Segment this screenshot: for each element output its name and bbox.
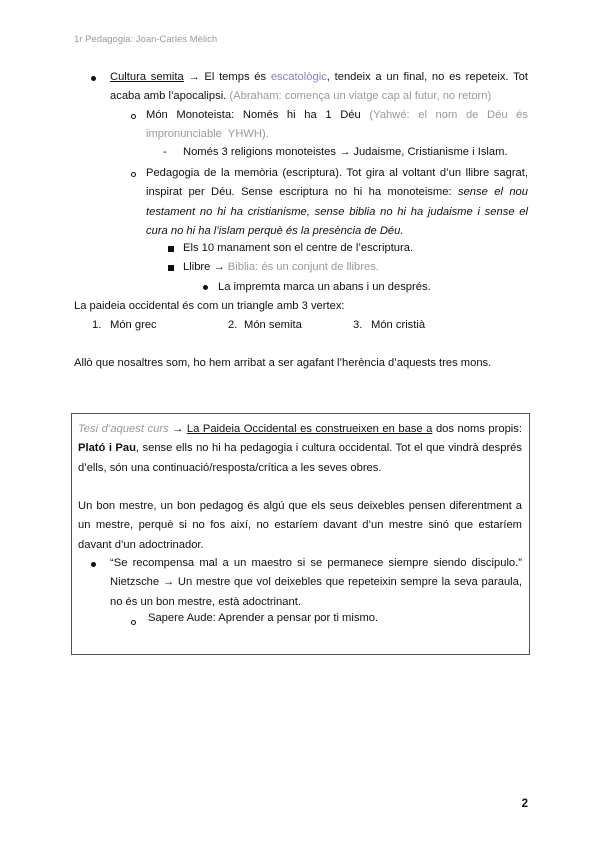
monoteista-text: Món Monoteista: Només hi ha 1 Déu — [146, 109, 361, 121]
tesi-text-b: , sense ells no hi ha pedagogia i cultura occidental. Tot el que vindrà després d’ells, són una continuació/resposta/crítica a les seves obres. — [78, 442, 522, 474]
paideia-item-3: Món cristià — [371, 319, 426, 331]
yahwe-note: (Yahwé: el nom de Déu és impronunciable YHWH). — [146, 109, 528, 141]
llibre-line — [183, 261, 379, 273]
tesi-text-a: dos noms propis: — [432, 423, 522, 435]
page-number: 2 — [521, 798, 528, 810]
tesi-paragraph — [78, 420, 522, 478]
tesi-arrow: → — [168, 423, 187, 435]
bullet-circle-icon — [131, 172, 136, 177]
allo-paragraph: Allò que nosaltres som, ho hem arribat a ser agafant l’herència d’aquests tres mons. — [74, 357, 492, 369]
bullet-square-icon — [168, 246, 174, 252]
manament-line: Els 10 manament son el centre de l’escriptura. — [183, 242, 414, 254]
memoria-paragraph — [146, 164, 528, 241]
cultura-text-a: → El temps és — [183, 71, 271, 83]
page-header: 1r Pedagogia: Joan-Carles Mèlich — [74, 34, 218, 45]
bullet-disc-icon — [203, 285, 208, 290]
dash-bullet-icon: - — [163, 146, 167, 158]
memoria-text: Pedagogia de la memòria (escriptura). Tot gira al voltant d’un llibre sagrat, inspirat per Déu. Sense escriptura no hi ha monoteisme: — [146, 167, 528, 199]
impremta-line: La impremta marca un abans i un després. — [218, 281, 431, 293]
quote-paragraph: “Se recompensa mal a un maestro si se permanece siempre siendo discipulo.” Nietzsche → Un mestre que vol deixebles que repeteixin sempre la seva paraula, no és un bon mestre, està adoctrinant. — [110, 557, 522, 608]
paideia-number-3: 3. — [353, 319, 363, 331]
cultura-text-b: , tendeix a un final, no es repeteix. Tot acaba amb l’apocalipsi. — [110, 71, 528, 103]
plato-pau: Plató i Pau — [78, 442, 136, 455]
memoria-italic: sense el nou testament no hi ha cristianisme, sense biblia no hi ha judaisme i sense el cura no hi ha l’islam perquè és la presència de Déu. — [146, 186, 528, 237]
paideia-intro: La paideia occidental és com un triangle amb 3 vertex: — [74, 300, 345, 312]
mestre-paragraph: Un bon mestre, un bon pedagog és algú que els seus deixebles pensen diferentment a un mestre, perquè si no fos així, no estaríem davant d’un mestre sinó que estaríem davant d’un adoctrinador. — [78, 500, 522, 551]
paideia-item-1: Món grec — [110, 319, 157, 331]
cultura-semita-label: Cultura semita — [110, 71, 184, 83]
sapere-line: Sapere Aude: Aprender a pensar por ti mismo. — [148, 612, 379, 624]
paideia-number-2: 2. — [228, 319, 238, 331]
biblia-note: Biblia: és un conjunt de llibres. — [227, 261, 379, 273]
bullet-disc-icon — [91, 562, 96, 567]
escatologic-word: escatològic — [270, 71, 327, 83]
abraham-note: (Abraham: comença un viatge cap al futur, no retorn) — [229, 90, 492, 103]
cultura-semita-paragraph — [110, 68, 528, 107]
tesi-underline: La Paideia Occidental es construeixen en base a — [186, 423, 433, 435]
paideia-item-2: Món semita — [244, 319, 302, 331]
bullet-square-icon — [168, 265, 174, 271]
llibre-label: Llibre → — [183, 261, 228, 273]
bullet-disc-icon — [91, 76, 96, 81]
religions-line: Només 3 religions monoteistes → Judaisme, Cristianisme i Islam. — [183, 146, 508, 158]
bullet-circle-icon — [131, 114, 136, 119]
bullet-circle-icon — [131, 620, 136, 625]
tesi-label: Tesi d’aquest curs — [78, 423, 169, 435]
paideia-number-1: 1. — [92, 319, 102, 331]
monoteista-paragraph — [146, 106, 528, 145]
